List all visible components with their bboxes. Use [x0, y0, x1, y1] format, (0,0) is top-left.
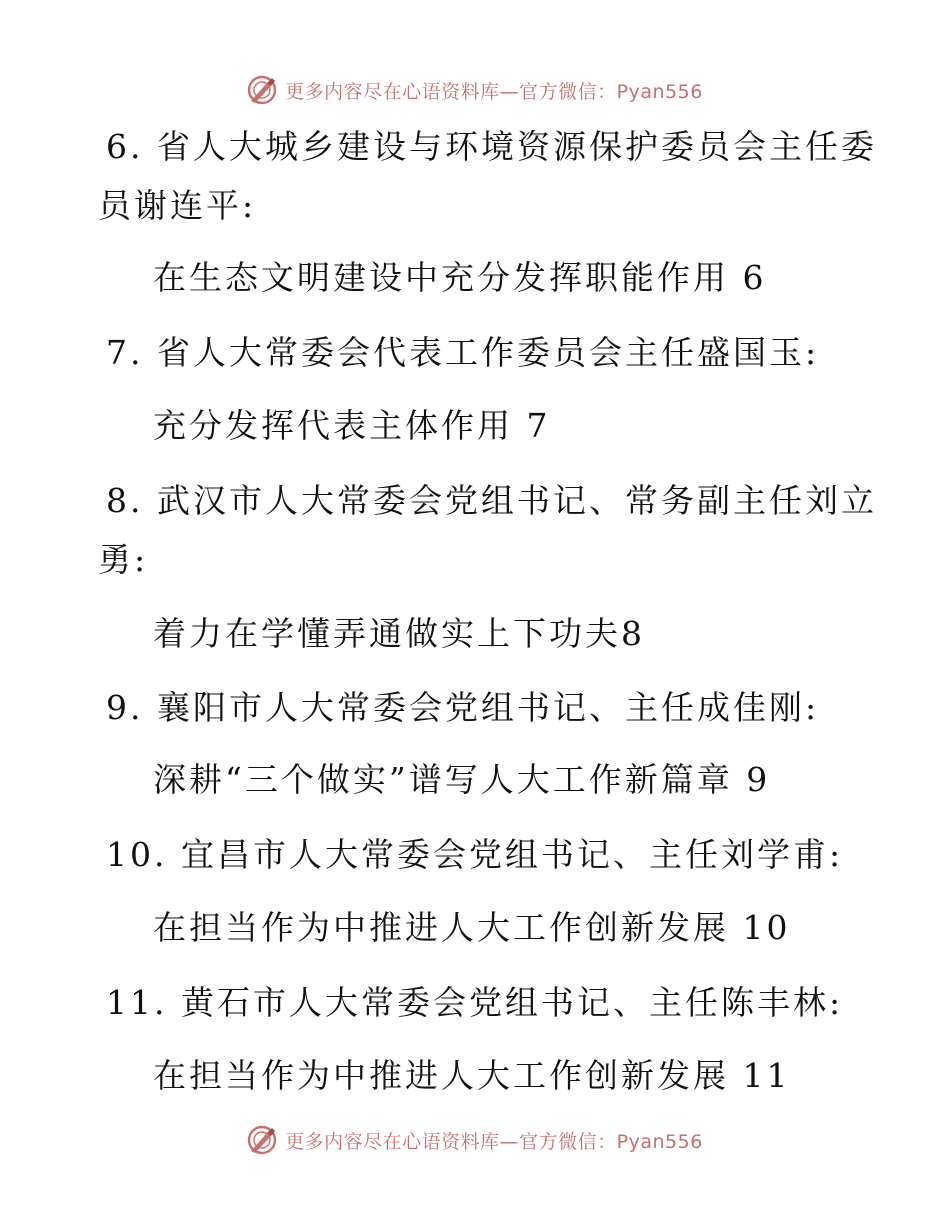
- entry-11-heading: 11. 黄石市人大常委会党组书记、主任陈丰林:: [106, 983, 844, 1022]
- entry-9-title: 深耕“三个做实”谱写人大工作新篇章 9: [153, 760, 771, 799]
- entry-6-title: 在生态文明建设中充分发挥职能作用 6: [153, 258, 767, 297]
- entry-7-title: 充分发挥代表主体作用 7: [153, 406, 551, 445]
- entry-8-title: 着力在学懂弄通做实上下功夫8: [153, 614, 645, 653]
- entry-10-title: 在担当作为中推进人大工作创新发展 10: [153, 908, 791, 947]
- watermark-text: 更多内容尽在心语资料库—官方微信：Pyan556: [285, 80, 703, 103]
- entry-8-heading: 8. 武汉市人大常委会党组书记、常务副主任刘立: [106, 481, 877, 520]
- entry-8-heading-cont: 勇:: [98, 540, 149, 579]
- entry-7-heading: 7. 省人大常委会代表工作委员会主任盛国玉:: [106, 333, 820, 372]
- entry-10-heading: 10. 宜昌市人大常委会党组书记、主任刘学甫:: [106, 835, 844, 874]
- entry-6-heading: 6. 省人大城乡建设与环境资源保护委员会主任委: [106, 127, 877, 166]
- entry-9-heading: 9. 襄阳市人大常委会党组书记、主任成佳刚:: [106, 688, 820, 727]
- entry-6-heading-cont: 员谢连平:: [98, 186, 257, 225]
- watermark-banner-bottom: [0, 1120, 950, 1160]
- pen-logo-icon: [247, 75, 277, 105]
- watermark-text: 更多内容尽在心语资料库—官方微信：Pyan556: [285, 1130, 703, 1153]
- entry-11-title: 在担当作为中推进人大工作创新发展 11: [153, 1056, 791, 1095]
- watermark-banner-top: [0, 70, 950, 110]
- pen-logo-icon: [247, 1125, 277, 1155]
